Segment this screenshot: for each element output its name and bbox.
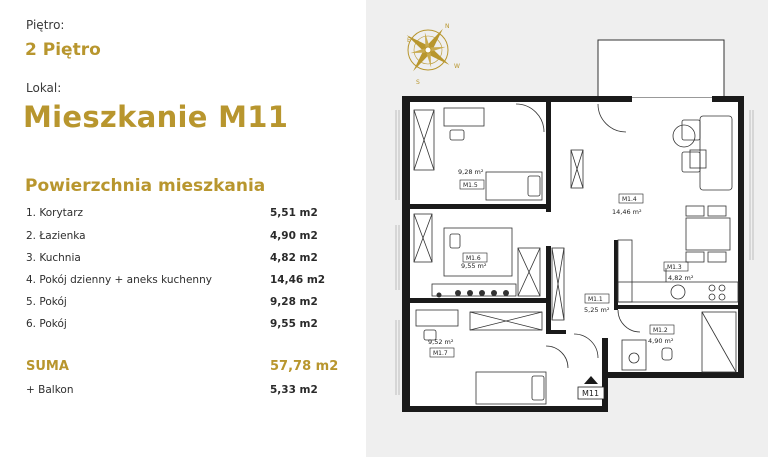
room-area: 14,46 m2 [270, 274, 326, 286]
balcony-value: 5,33 m2 [270, 384, 318, 396]
room-area-m16: 9,55 m² [461, 262, 487, 270]
balcony [598, 40, 724, 98]
area-title: Powierzchnia mieszkania [25, 176, 266, 196]
unit-title: Mieszkanie M11 [23, 100, 289, 134]
room-row [26, 296, 326, 312]
compass-e: E [407, 37, 411, 44]
room-name: 4. Pokój dzienny + aneks kuchenny [26, 274, 212, 286]
room-row [26, 318, 326, 334]
room-area-m11: 5,25 m² [584, 306, 610, 314]
room-name: 1. Korytarz [26, 207, 84, 219]
floor-plan-panel [366, 0, 768, 457]
compass-n: N [445, 23, 450, 30]
floor-label: Piętro: [26, 18, 65, 32]
compass-w: W [454, 63, 460, 70]
room-id-m13: M1.3 [667, 264, 682, 271]
balcony-row [26, 384, 326, 400]
room-area: 5,51 m2 [270, 207, 318, 219]
sum-value: 57,78 m2 [270, 359, 339, 374]
unit-label: Lokal: [26, 81, 62, 95]
room-area: 4,90 m2 [270, 230, 318, 242]
room-id-m14: M1.4 [622, 196, 637, 203]
room-area-m17: 9,52 m² [428, 338, 454, 346]
room-area-m14: 14,46 m² [612, 208, 642, 216]
room-area: 4,82 m2 [270, 252, 318, 264]
entry-label: M11 [582, 389, 600, 398]
compass-icon [404, 26, 451, 73]
compass-s: S [416, 79, 420, 86]
sum-label: SUMA [26, 359, 69, 374]
info-panel [0, 0, 366, 457]
floor-plan[interactable] [366, 0, 768, 457]
room-area-m13: 4,82 m² [668, 274, 694, 282]
room-row [26, 230, 326, 246]
balcony-label: + Balkon [26, 384, 74, 396]
room-id-m12: M1.2 [653, 327, 668, 334]
room-row [26, 207, 326, 223]
room-name: 5. Pokój [26, 296, 67, 308]
room-id-m11: M1.1 [588, 296, 603, 303]
room-name: 2. Łazienka [26, 230, 86, 242]
room-area: 9,28 m2 [270, 296, 318, 308]
room-area-m15: 9,28 m² [458, 168, 484, 176]
room-id-m17: M1.7 [433, 350, 448, 357]
room-name: 3. Kuchnia [26, 252, 81, 264]
room-area-m12: 4,90 m² [648, 337, 674, 345]
room-name: 6. Pokój [26, 318, 67, 330]
room-id-m15: M1.5 [463, 182, 478, 189]
floor-value: 2 Piętro [25, 40, 101, 60]
room-area: 9,55 m2 [270, 318, 318, 330]
room-row [26, 252, 326, 268]
room-id-m16: M1.6 [466, 255, 481, 262]
room-row [26, 274, 326, 290]
apartment-floor-lower [406, 378, 606, 408]
